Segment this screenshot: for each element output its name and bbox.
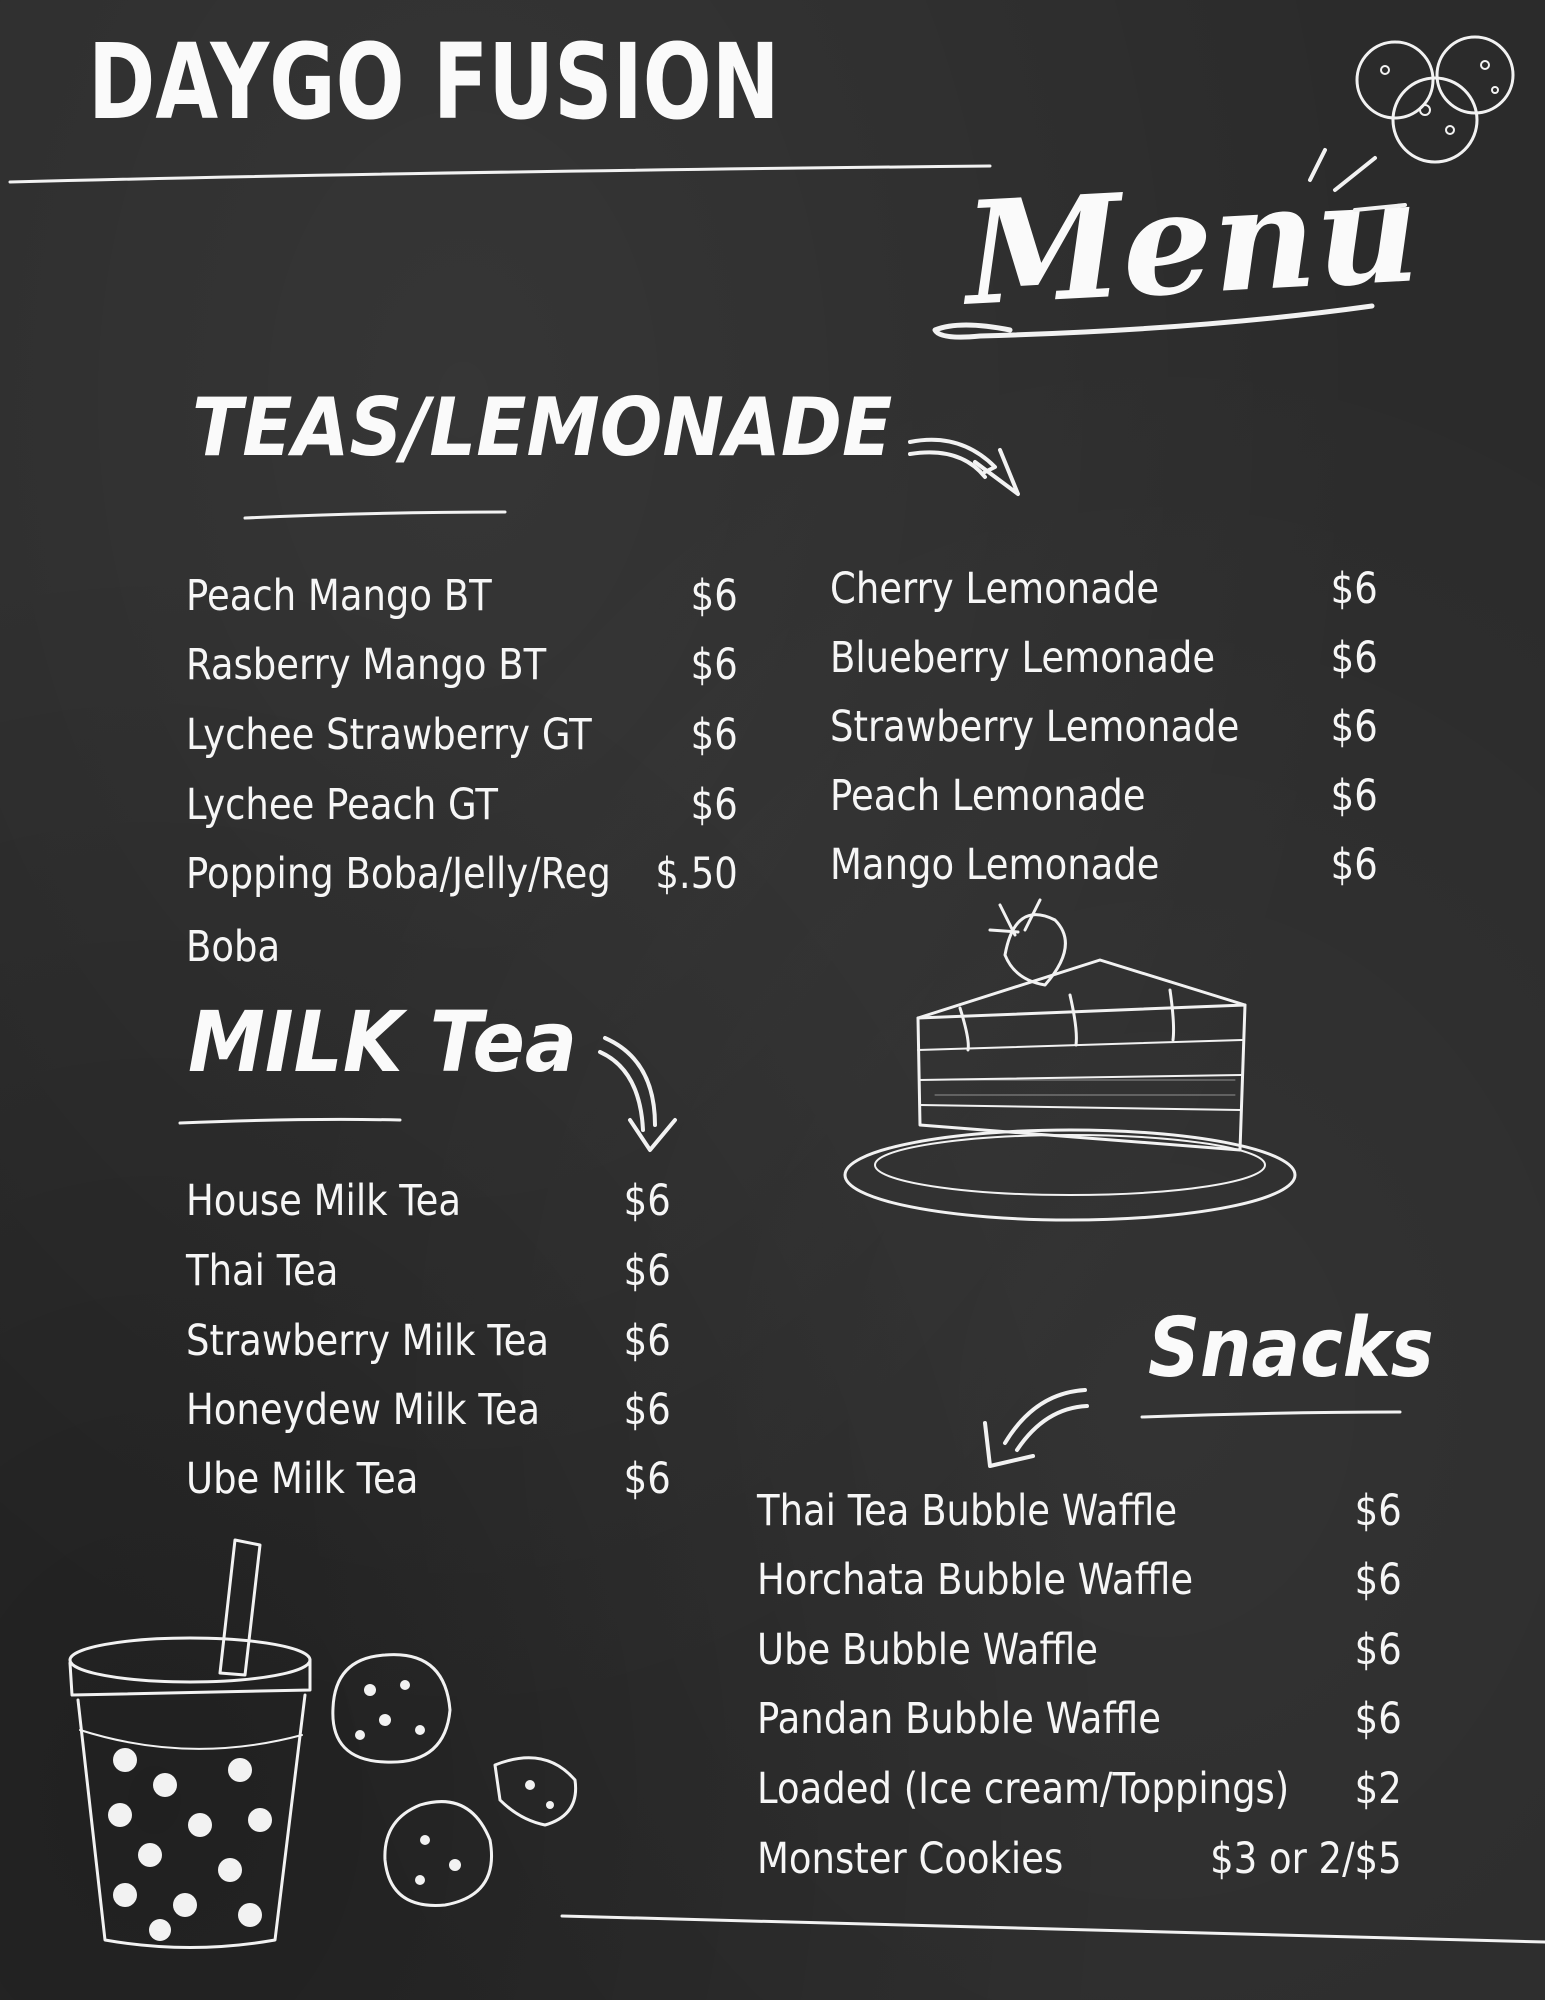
shop-name: DAYGO FUSION xyxy=(88,21,780,143)
teas-lemonade-heading: TEAS/LEMONADE xyxy=(192,381,893,474)
arrow-down-left-icon xyxy=(975,1378,1095,1478)
bubble-tea-cup-icon xyxy=(60,1535,320,1955)
snacks-heading: Snacks xyxy=(1148,1301,1434,1396)
menu-title: Menu xyxy=(960,148,1424,338)
list-item-continuation: Boba xyxy=(186,922,281,972)
milk-tea-heading: MILK Tea xyxy=(188,993,578,1091)
arrow-down-icon xyxy=(595,1030,695,1160)
cookies-bottom-icon xyxy=(325,1650,595,1950)
cake-slice-icon xyxy=(840,900,1320,1240)
arrow-right-icon xyxy=(900,412,1030,502)
sparkle-lines xyxy=(1305,140,1415,230)
